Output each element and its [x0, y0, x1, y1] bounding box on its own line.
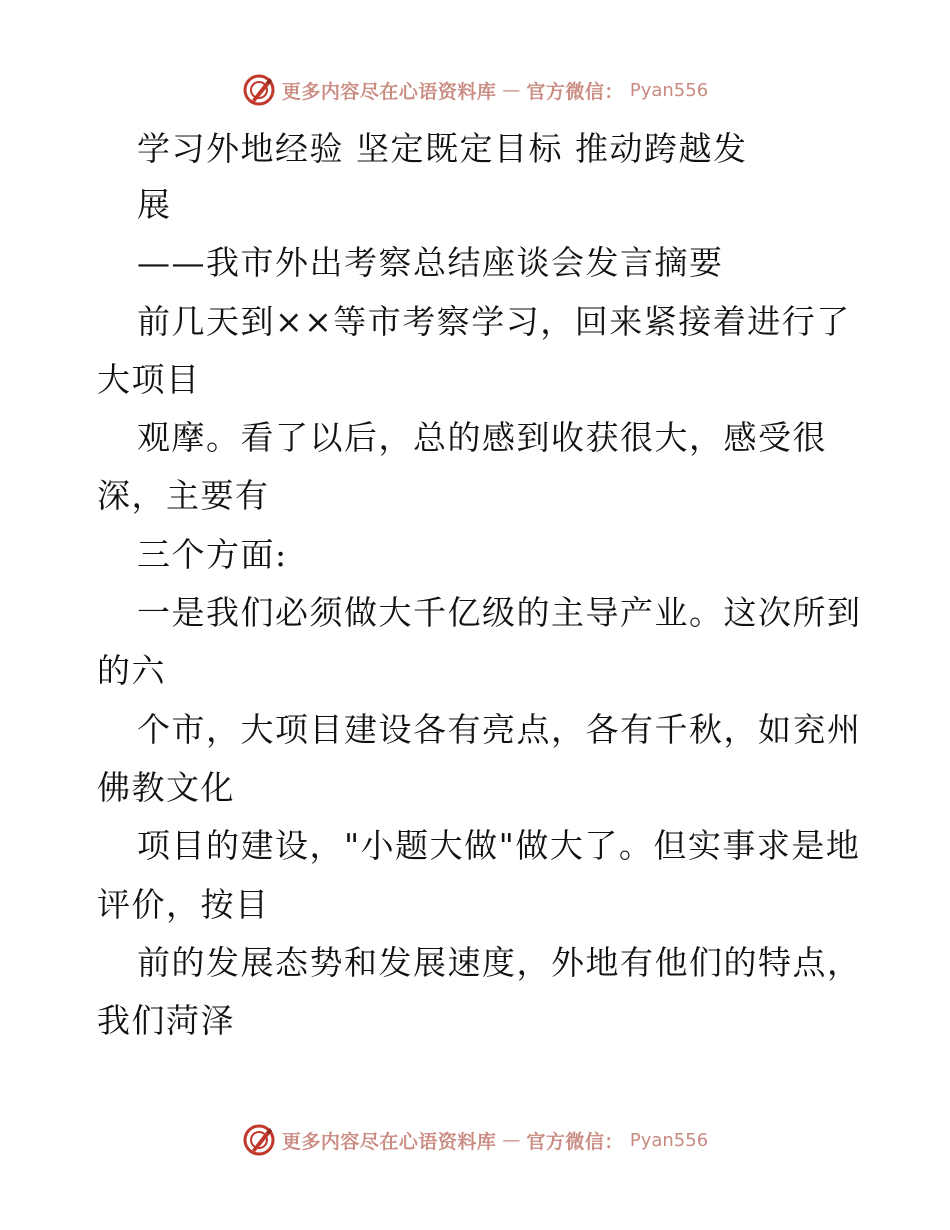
text-line: 一是我们必须做大千亿级的主导产业。这次所到 — [137, 593, 862, 632]
banner-title: 更多内容尽在心语资料库 — [281, 1130, 497, 1153]
text-line: 深，主要有 — [97, 476, 270, 515]
text-line: 评价，按目 — [97, 885, 270, 924]
text-line: 三个方面: — [137, 535, 288, 574]
text-line: 的六 — [97, 651, 166, 690]
text-line: 前几天到××等市考察学习，回来紧接着进行了 — [137, 302, 851, 341]
banner-dash: — — [502, 1129, 521, 1151]
header-banner — [0, 70, 950, 110]
text-line: 观摩。看了以后，总的感到收获很大，感受很 — [137, 418, 827, 457]
banner-wechat-label: 官方微信： — [526, 1130, 624, 1153]
banner-content — [242, 1123, 708, 1157]
banner-wechat-id: Pyan556 — [629, 1129, 709, 1151]
banner-title: 更多内容尽在心语资料库 — [281, 80, 497, 103]
pen-logo-icon — [242, 1123, 276, 1157]
banner-wechat-id: Pyan556 — [629, 79, 709, 101]
banner-dash: — — [502, 79, 521, 101]
text-line: 个市，大项目建设各有亮点，各有千秋，如兖州 — [137, 710, 862, 749]
document-subtitle: ——我市外出考察总结座谈会发言摘要 — [137, 243, 724, 282]
text-line: 佛教文化 — [97, 768, 235, 807]
pen-logo-icon — [242, 73, 276, 107]
footer-banner — [0, 1120, 950, 1160]
banner-wechat-label: 官方微信： — [526, 80, 624, 103]
document-title-cont: 展 — [137, 185, 172, 224]
banner-content — [242, 73, 708, 107]
text-line: 前的发展态势和发展速度，外地有他们的特点， — [137, 943, 862, 982]
text-line: 项目的建设，"小题大做"做大了。但实事求是地 — [137, 826, 861, 865]
document-title: 学习外地经验 坚定既定目标 推动跨越发 — [137, 129, 748, 168]
text-line: 我们菏泽 — [97, 1001, 235, 1040]
text-line: 大项目 — [97, 360, 201, 399]
